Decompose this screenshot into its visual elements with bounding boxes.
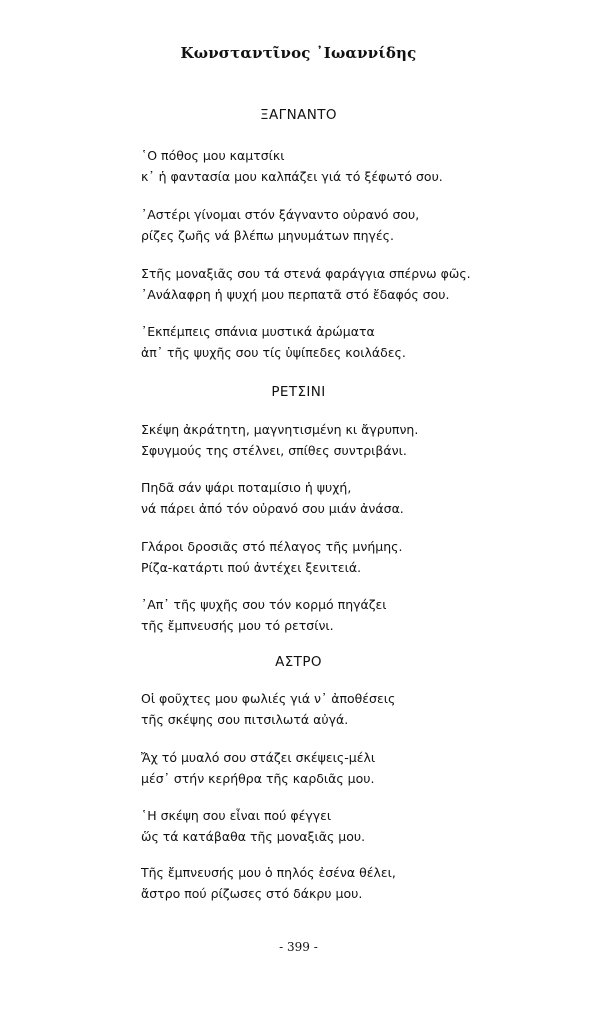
verse-line: ᾿Απ᾿ τῆς ψυχῆς σου τόν κορμό πηγάζει — [141, 597, 387, 612]
verse-line: Γλάροι δροσιᾶς στό πέλαγος τῆς μνήμης. — [141, 539, 403, 554]
stanza — [141, 322, 561, 363]
verse-line: ὥς τά κατάβαθα τῆς μοναξιᾶς μου. — [141, 828, 366, 844]
stanza — [141, 420, 561, 461]
verse-line: μέσ᾿ στήν κερήθρα τῆς καρδιᾶς μου. — [141, 770, 375, 786]
verse-line: Πηδᾶ σάν ψάρι ποταμίσιο ἡ ψυχή, — [141, 480, 352, 495]
stanza — [141, 595, 561, 636]
stanza — [141, 537, 561, 578]
stanza — [141, 264, 561, 305]
stanza — [141, 748, 561, 789]
stanza — [141, 205, 561, 246]
verse-line: ἄστρο πού ρίζωσες στό δάκρυ μου. — [141, 885, 363, 901]
verse-line: Σκέψη ἀκράτητη, μαγνητισμένη κι ἄγρυπνη. — [141, 422, 419, 437]
verse-line: ᾿Εκπέμπεις σπάνια μυστικά ἀρώματα — [141, 324, 375, 339]
verse-line: ρίζες ζωῆς νά βλέπω μηνυμάτων πηγές. — [141, 227, 394, 243]
stanza — [141, 689, 561, 730]
page-number: - 399 - — [279, 940, 318, 954]
verse-line: ᾿Αστέρι γίνομαι στόν ξάγναντο οὐρανό σου, — [141, 207, 420, 222]
verse-line: νά πάρει ἀπό τόν οὐρανό σου μιάν ἀνάσα. — [141, 500, 404, 516]
verse-line: Ἄχ τό μυαλό σου στάζει σκέψεις-μέλι — [141, 750, 376, 765]
verse-line: ῾Ο πόθος μου καμτσίκι — [141, 148, 285, 163]
poem-title-xagnanto: ΞΑΓΝΑΝΤΟ — [260, 107, 337, 123]
verse-line: Ρίζα-κατάρτι πού ἀντέχει ξενιτειά. — [141, 559, 362, 575]
verse-line: Τῆς ἔμπνευσής μου ὁ πηλός ἐσένα θέλει, — [141, 865, 396, 880]
verse-line: Οἱ φοῦχτες μου φωλιές γιά ν᾿ ἀποθέσεις — [141, 691, 396, 706]
stanza — [141, 806, 561, 847]
verse-line: ἀπ᾿ τῆς ψυχῆς σου τίς ὑψίπεδες κοιλάδες. — [141, 344, 406, 360]
verse-line: κ᾿ ἡ φαντασία μου καλπάζει γιά τό ξέφωτό σου. — [141, 168, 443, 184]
stanza — [141, 863, 561, 904]
verse-line: Στῆς μοναξιᾶς σου τά στενά φαράγγια σπέρνω φῶς. — [141, 266, 471, 281]
verse-line: ᾿Ανάλαφρη ἡ ψυχή μου περπατᾶ στό ἔδαφός σου. — [141, 286, 450, 302]
verse-line: Σφυγμούς της στέλνει, σπίθες συντριβάνι. — [141, 442, 407, 458]
stanza — [141, 146, 561, 187]
verse-line: τῆς ἔμπνευσής μου τό ρετσίνι. — [141, 617, 334, 633]
verse-line: τῆς σκέψης σου πιτσιλωτά αὐγά. — [141, 711, 349, 727]
poem-title-retsini: ΡΕΤΣΙΝΙ — [271, 384, 326, 400]
author-name: Κωνσταντῖνος ᾿Ιωαννίδης — [180, 44, 417, 62]
poem-title-astro: ΑΣΤΡΟ — [275, 654, 322, 670]
verse-line: ῾Η σκέψη σου εἶναι πού φέγγει — [141, 808, 332, 823]
stanza — [141, 478, 561, 519]
